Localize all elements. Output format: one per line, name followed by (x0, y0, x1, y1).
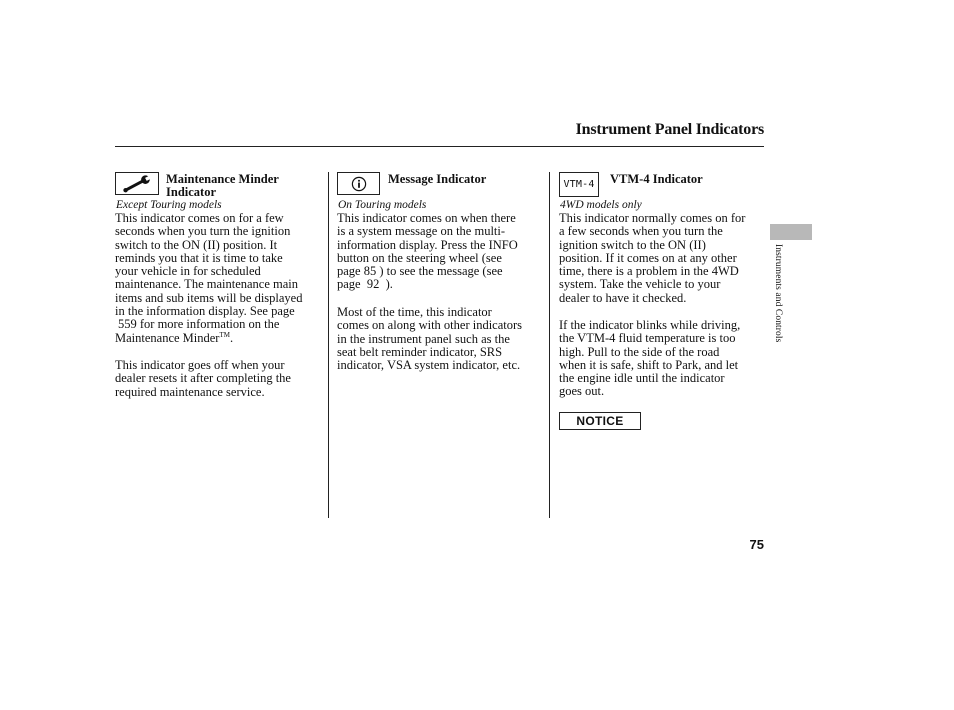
maintenance-minder-heading: Maintenance Minder Indicator (166, 172, 279, 199)
page-title: Instrument Panel Indicators (575, 121, 764, 138)
vtm4-indicator-subhead: 4WD models only (560, 199, 642, 211)
section-tab-label: Instruments and Controls (773, 244, 783, 343)
maintenance-minder-paragraph-2: This indicator goes off when your dealer resets it after completing the required maintenance service. (115, 358, 291, 399)
wrench-icon (120, 175, 154, 193)
maintenance-minder-paragraph-1: This indicator comes on for a few seconds when you turn the ignition switch to the ON (II) position. It reminds you that it is time to take your vehicle in for scheduled maintenance. The maintenance main items and sub items will be displayed in the information display. See page 559 for more information on the Maintenance Minder™. (115, 211, 303, 345)
vtm4-indicator-heading: VTM-4 Indicator (610, 172, 703, 186)
info-icon (351, 176, 367, 192)
message-indicator-paragraph-1: This indicator comes on when there is a system message on the multi- information display. Press the INFO button on the steering wheel (see page 85 ) to see the message (see page 92 ). (337, 211, 518, 292)
maintenance-minder-subhead: Except Touring models (116, 199, 222, 211)
trademark-mark: TM (219, 330, 230, 339)
vtm4-indicator-paragraph-2: If the indicator blinks while driving, the VTM-4 fluid temperature is too high. Pull to the side of the road when it is safe, shift to Park, and let the engine idle until the indicator goes out. (559, 318, 741, 399)
page-number: 75 (749, 537, 764, 552)
column-divider-1 (328, 172, 329, 518)
message-indicator-subhead: On Touring models (338, 199, 427, 211)
message-indicator (337, 172, 380, 195)
vtm4-indicator-icon: VTM-4 (559, 172, 599, 197)
maintenance-minder-indicator (115, 172, 159, 195)
message-indicator-paragraph-2: Most of the time, this indicator comes on along with other indicators in the instrument panel such as the seat belt reminder indicator, SRS indicator, VSA system indicator, etc. (337, 305, 523, 373)
notice-label: NOTICE (559, 412, 641, 430)
section-tab (770, 224, 812, 240)
message-indicator-heading: Message Indicator (388, 172, 487, 186)
title-rule (115, 146, 764, 147)
vtm4-indicator-paragraph-1: This indicator normally comes on for a few seconds when you turn the ignition switch to the ON (II) position. If it comes on at any other time, there is a problem in the 4WD system. Take the vehicle to your dealer to have it checked. (559, 211, 746, 305)
column-divider-2 (549, 172, 550, 518)
